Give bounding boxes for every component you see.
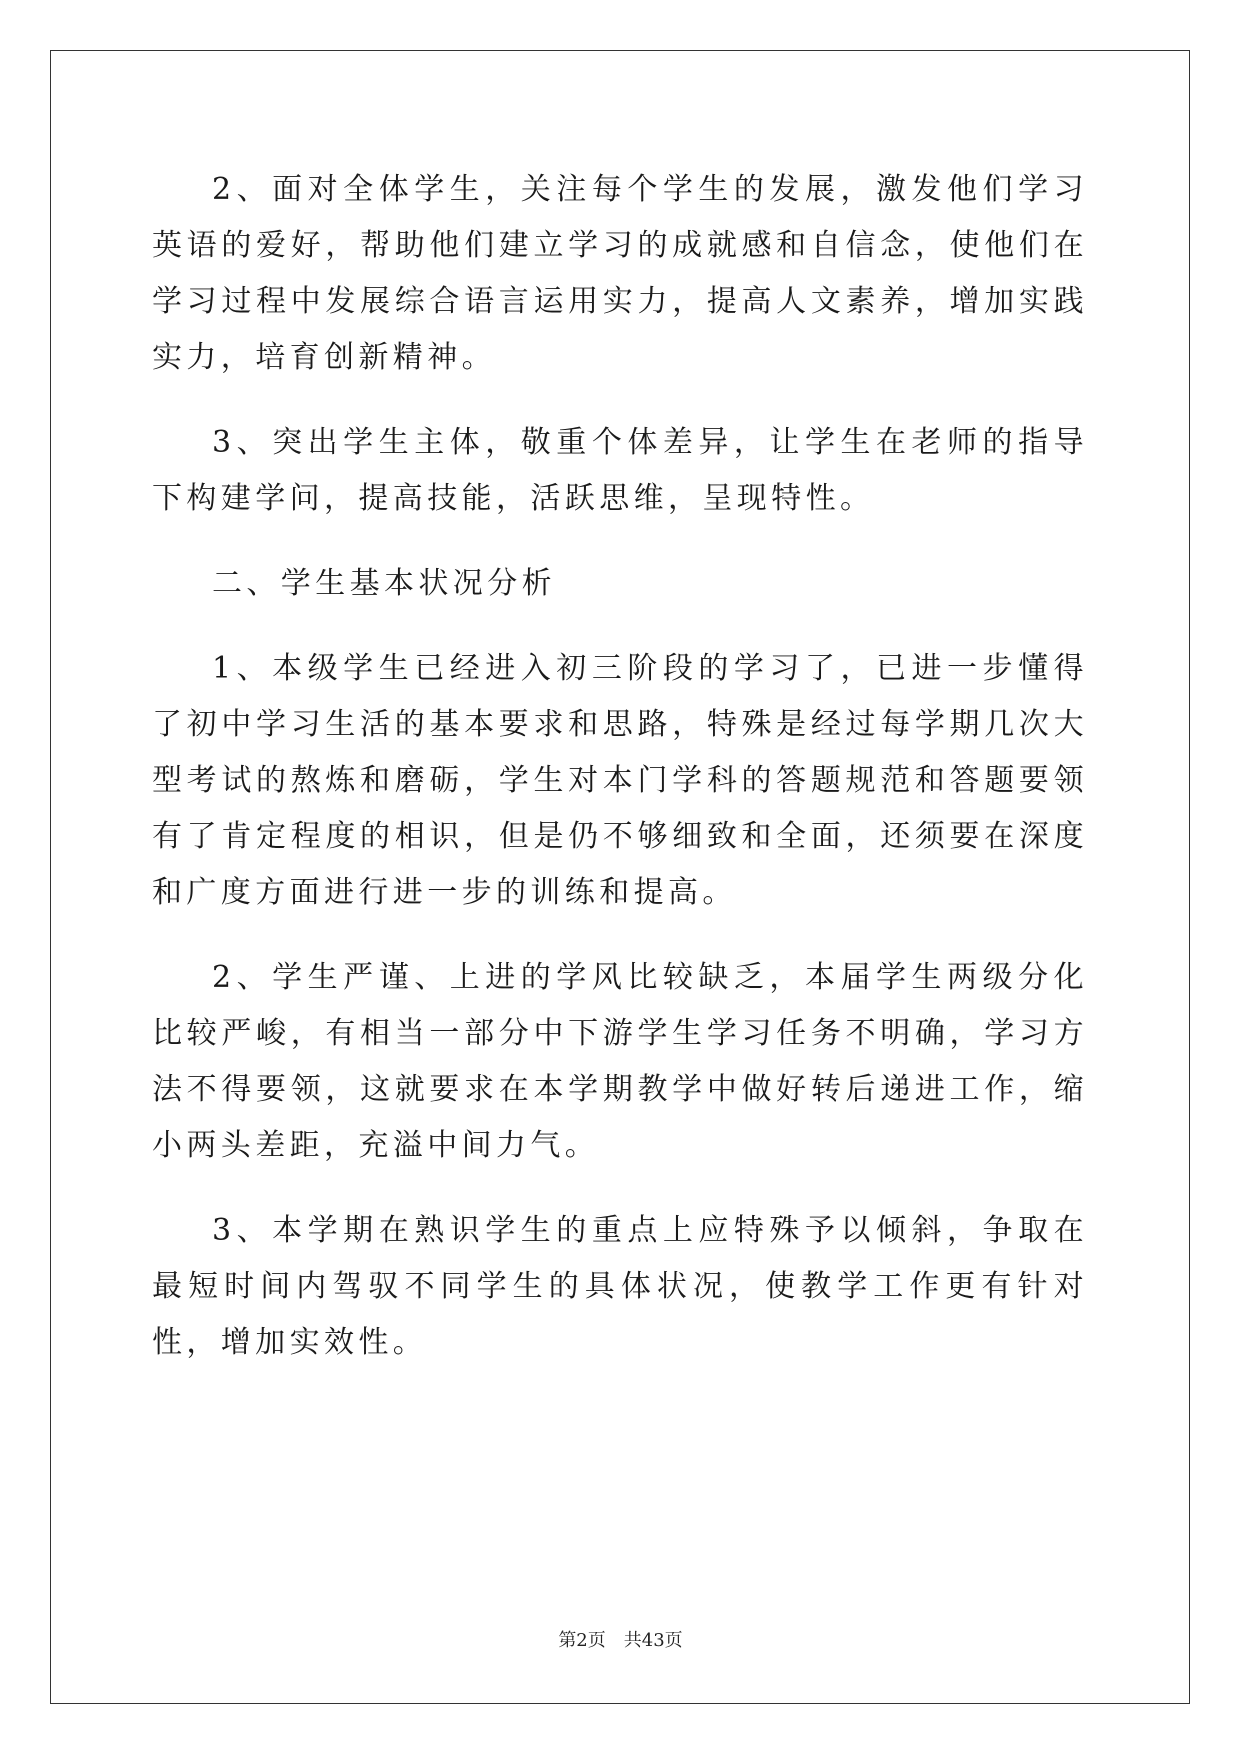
paragraph: 2、学生严谨、上进的学风比较缺乏，本届学生两级分化比较严峻，有相当一部分中下游学生学习任务不明确，学习方法不得要领，这就要求在本学期教学中做好转后递进工作，缩小两头差距，充溢中间力气。: [152, 960, 1088, 1163]
page-number-footer: 第2页 共43页: [558, 1630, 683, 1651]
paragraph: 2、面对全体学生，关注每个学生的发展，激发他们学习英语的爱好，帮助他们建立学习的成就感和自信念，使他们在学习过程中发展综合语言运用实力，提高人文素养，增加实践实力，培育创新精神。: [152, 172, 1088, 375]
paragraph: 3、突出学生主体，敬重个体差异，让学生在老师的指导下构建学问，提高技能，活跃思维，呈现特性。: [152, 425, 1088, 516]
section-heading: 二、学生基本状况分析: [212, 566, 556, 601]
document-body: [152, 162, 1088, 1400]
paragraph: 1、本级学生已经进入初三阶段的学习了，已进一步懂得了初中学习生活的基本要求和思路，特殊是经过每学期几次大型考试的熬炼和磨砺，学生对本门学科的答题规范和答题要领有了肯定程度的相识，但是仍不够细致和全面，还须要在深度和广度方面进行进一步的训练和提高。: [152, 651, 1088, 910]
paragraph: 3、本学期在熟识学生的重点上应特殊予以倾斜，争取在最短时间内驾驭不同学生的具体状况，使教学工作更有针对性，增加实效性。: [152, 1213, 1088, 1360]
